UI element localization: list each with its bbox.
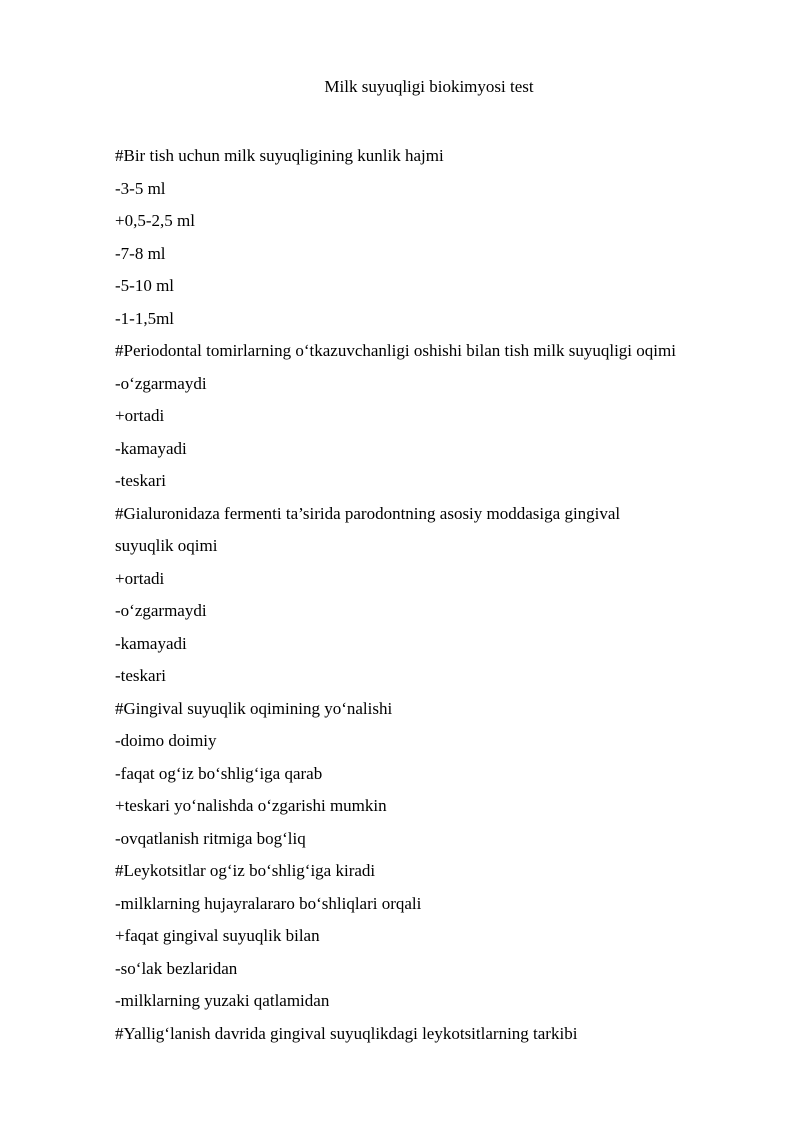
answer-line: -kamayadi <box>115 438 187 458</box>
answer-line: -o‘zgarmaydi <box>115 601 207 620</box>
answer-line: -so‘lak bezlaridan <box>115 958 238 978</box>
answer-line: -doimo doimiy <box>115 731 217 750</box>
answer-line-correct: +faqat gingival suyuqlik bilan <box>115 926 320 945</box>
question-line: #Gialuronidaza fermenti ta’sirida parodontning asosiy moddasiga gingival <box>115 503 621 523</box>
question-line: #Leykotsitlar og‘iz bo‘shlig‘iga kiradi <box>115 861 376 880</box>
question-line: #Periodontal tomirlarning o‘tkazuvchanligi oshishi bilan tish milk suyuqligi oqimi <box>115 341 676 360</box>
document-title: Milk suyuqligi biokimyosi test <box>324 77 534 96</box>
answer-line-correct: +ortadi <box>115 568 165 588</box>
answer-line-correct: +ortadi <box>115 406 165 425</box>
question-line: #Yallig‘lanish davrida gingival suyuqlikdagi leykotsitlarning tarkibi <box>115 1023 578 1043</box>
answer-line: -teskari <box>115 471 166 490</box>
answer-line: -teskari <box>115 666 166 685</box>
answer-line: -o‘zgarmaydi <box>115 373 207 393</box>
question-line-continuation: suyuqlik oqimi <box>115 536 218 555</box>
answer-line-correct: +teskari yo‘nalishda o‘zgarishi mumkin <box>115 796 387 815</box>
question-line: #Bir tish uchun milk suyuqligining kunlik hajmi <box>115 146 444 165</box>
answer-line: -milklarning yuzaki qatlamidan <box>115 991 330 1010</box>
answer-line: -1-1,5ml <box>115 308 175 328</box>
answer-line: -7-8 ml <box>115 243 166 263</box>
answer-line: -5-10 ml <box>115 276 175 295</box>
answer-line: -3-5 ml <box>115 178 166 198</box>
answer-line-correct: +0,5-2,5 ml <box>115 211 195 230</box>
question-line: #Gingival suyuqlik oqimining yo‘nalishi <box>115 698 393 718</box>
answer-line: -milklarning hujayralararo bo‘shliqlari orqali <box>115 893 422 913</box>
document-body <box>115 140 755 1050</box>
answer-line: -faqat og‘iz bo‘shlig‘iga qarab <box>115 763 323 783</box>
answer-line: -kamayadi <box>115 633 187 653</box>
answer-line: -ovqatlanish ritmiga bog‘liq <box>115 828 306 848</box>
